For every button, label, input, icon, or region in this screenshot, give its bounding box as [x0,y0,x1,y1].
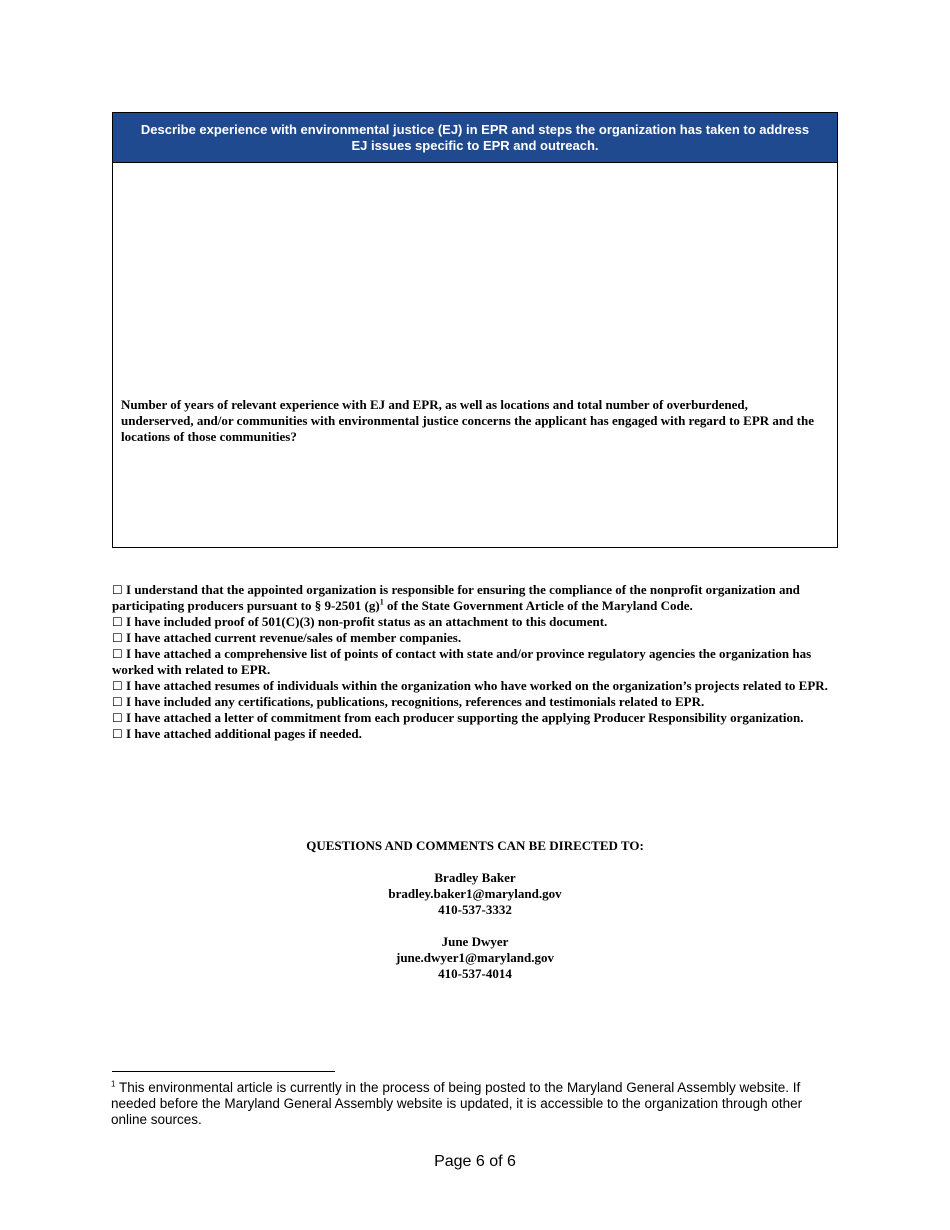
checklist-item-label: I have attached a comprehensive list of points of contact with state and/or province regulatory agencies the organization has worked with related to EPR. [112,646,812,677]
checklist-item-compliance [112,582,842,614]
attachment-checklist [112,582,842,742]
checklist-item-label: I have attached a letter of commitment from each producer supporting the applying Producer Responsibility organization. [126,710,804,725]
footnote-marker: 1 [111,1079,116,1089]
contact-block-1 [0,870,950,918]
footnote-separator [112,1071,335,1072]
checklist-item-label: I have attached current revenue/sales of member companies. [126,630,462,645]
contact-section [0,838,950,982]
form-section-header: Describe experience with environmental justice (EJ) in EPR and steps the organization has taken to address EJ issues specific to EPR and outreach. [113,113,837,163]
checkbox-commitment-letter[interactable]: ☐ [112,711,123,725]
checklist-item-compliance-text: I understand that the appointed organization is responsible for ensuring the compliance of the nonprofit organization and participating producers pursuant to § 9-2501 (g) [112,582,800,613]
checklist-item-label: I have included any certifications, publications, recognitions, references and testimonials related to EPR. [126,694,705,709]
contact-phone: 410-537-3332 [438,902,512,917]
footnote-text: This environmental article is currently in the process of being posted to the Maryland General Assembly website. If needed before the Maryland General Assembly website is updated, it is accessible to the organization through other online sources. [111,1080,803,1127]
footnote-ref[interactable]: 1 [379,597,384,607]
ej-experience-response-area[interactable] [113,163,837,393]
checkbox-additional-pages[interactable]: ☐ [112,727,123,741]
checklist-item-compliance-text-end: of the State Government Article of the Maryland Code. [383,598,693,613]
checklist-item-resumes [112,678,842,694]
ej-experience-form [112,112,838,548]
checklist-item-commitment-letter [112,710,842,726]
ej-years-question: Number of years of relevant experience with EJ and EPR, as well as locations and total number of overburdened, underserved, and/or communities with environmental justice concerns the applicant has engaged with regard to EPR and the locations of those communities? [121,397,814,444]
checklist-item-label: I have attached resumes of individuals within the organization who have worked on the organization’s projects related to EPR. [126,678,828,693]
checklist-item-revenue [112,630,842,646]
contact-email[interactable]: bradley.baker1@maryland.gov [388,886,562,901]
contact-phone: 410-537-4014 [438,966,512,981]
checklist-item-contacts [112,646,842,678]
checklist-item-nonprofit-proof [112,614,842,630]
checkbox-contacts[interactable]: ☐ [112,647,123,661]
contact-email[interactable]: june.dwyer1@maryland.gov [396,950,554,965]
contact-heading: QUESTIONS AND COMMENTS CAN BE DIRECTED TO: [306,838,644,853]
page-number: Page 6 of 6 [434,1153,516,1170]
checkbox-compliance[interactable]: ☐ [112,583,123,597]
checkbox-certifications[interactable]: ☐ [112,695,123,709]
contact-name: Bradley Baker [434,870,516,885]
checklist-item-certifications [112,694,842,710]
checkbox-revenue[interactable]: ☐ [112,631,123,645]
contact-name: June Dwyer [441,934,509,949]
checkbox-nonprofit-proof[interactable]: ☐ [112,615,123,629]
checkbox-resumes[interactable]: ☐ [112,679,123,693]
footnote [111,1080,841,1128]
checklist-item-label: I have included proof of 501(C)(3) non-profit status as an attachment to this document. [126,614,608,629]
checklist-item-additional-pages [112,726,842,742]
checklist-item-label: I have attached additional pages if needed. [126,726,362,741]
contact-block-2 [0,934,950,982]
